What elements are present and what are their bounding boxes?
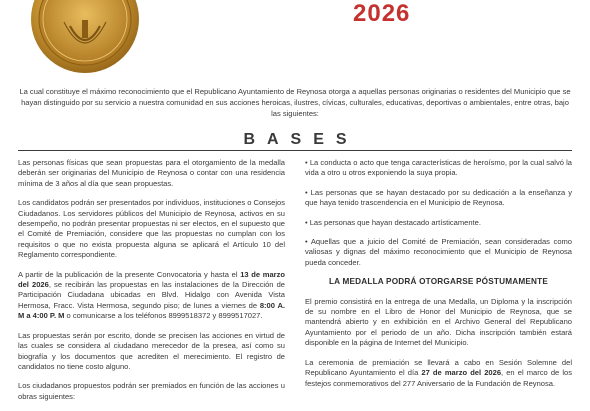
paragraph-candidates: Los candidatos podrán ser presentados por individuos, instituciones o Consejos Ciudadanos. Los servidores públicos del Municipio de Reynosa, activos en su desempeño, no podrán presentar propuestas ni ser electos, en el supuesto que el Comité de Premiación, considere que las propuestas no cumplan con los requisitos o que no exista propuesta alguna se aplicará el Artículo 10 del Reglamento correspondiente. [18, 198, 285, 260]
ceremony-date: 27 de marzo del 2026 [421, 368, 502, 378]
paragraph-prize: El premio consistirá en la entrega de una Medalla, un Diploma y la inscripción de su nombre en el Libro de Honor del Municipio de Reynosa, que se mantendrá abierto y en exhibición en el Archivo General del Republicano Ayuntamiento por el periodo de un año. Dicha inscripción también estará disponible en la página de Internet del Municipio. [305, 296, 572, 348]
paragraph-eligibility: Las personas físicas que sean propuestas para el otorgamiento de la medalla deberán ser originarias del Municipio de Reynosa o contar con una residencia mínima de 3 años al día que sean propuestas. [18, 158, 285, 188]
bases-divider [18, 150, 572, 151]
paragraph-actions: Los ciudadanos propuestos podrán ser premiados en función de las acciones u obras siguientes: [18, 381, 285, 401]
right-column [305, 158, 572, 398]
paragraph-proposals: Las propuestas serán por escrito, donde se precisen las acciones en virtud de las cuales se considera al ciudadano merecedor de la presea, así como su biografía y los documentos que acrediten el merecimiento. El registro de candidatos no tiene costo alguno. [18, 330, 285, 371]
gold-medal-emblem [30, 0, 140, 74]
posthumous-subheading: LA MEDALLA PODRÁ OTORGARSE PÓSTUMAMENTE [328, 277, 548, 287]
bullet-artistic: • Las personas que hayan destacado artísticamente. [305, 217, 481, 227]
bullet-committee: • Aquellas que a juicio del Comité de Premiación, sean consideradas como valiosas y dignas del máximo reconocimiento que el Municipio de Reynosa pueda conceder. [305, 237, 572, 267]
paragraph-submission: A partir de la publicación de la presente Convocatoria y hasta el 13 de marzo del 2026, se recibirán las propuestas en las instalaciones de la Dirección de Participación Ciudadana ubicadas en Blvd. Hidalgo con Avenida Vista Hermosa, Fracc. Vista Hermosa, segundo piso; de lunes a viernes de 8:00 A. M a 4:00 P. M o comunicarse a los teléfonos 8999518372 y 8999517027. [18, 269, 286, 321]
bullet-heroism: • La conducta o acto que tenga características de heroísmo, por la cual salvó la vida a otro u otros exponiendo la suya propia. [305, 158, 572, 178]
deadline-date: 13 de marzo del 2026 [18, 269, 286, 290]
left-column [18, 158, 285, 411]
bases-heading: BASES [243, 131, 359, 148]
intro-paragraph: La cual constituye el máximo reconocimiento que el Republicano Ayuntamiento de Reynosa otorga a aquellas personas originarias o residentes del Municipio que se hayan distinguido por su servicio a nuestra comunidad en sus acciones heroicas, ilustres, cívicas, culturales, educativas, deportivas o ambientales, entre otras, bajo las siguientes: [19, 87, 571, 118]
bullet-teaching: • Las personas que se hayan destacado por su dedicación a la enseñanza y que haya tenido trascendencia en el Municipio de Reynosa. [305, 187, 572, 208]
paragraph-ceremony: La ceremonia de premiación se llevará a cabo en Sesión Solemne del Republicano Ayuntamiento el día 27 de marzo del 2026, en el marco de los festejos conmemorativos del 277 Aniversario de la Fundación de Reynosa. [305, 357, 572, 388]
office-hours: 8:00 A. M a 4:00 P. M [18, 300, 285, 321]
year-heading: 2026 [353, 0, 411, 27]
